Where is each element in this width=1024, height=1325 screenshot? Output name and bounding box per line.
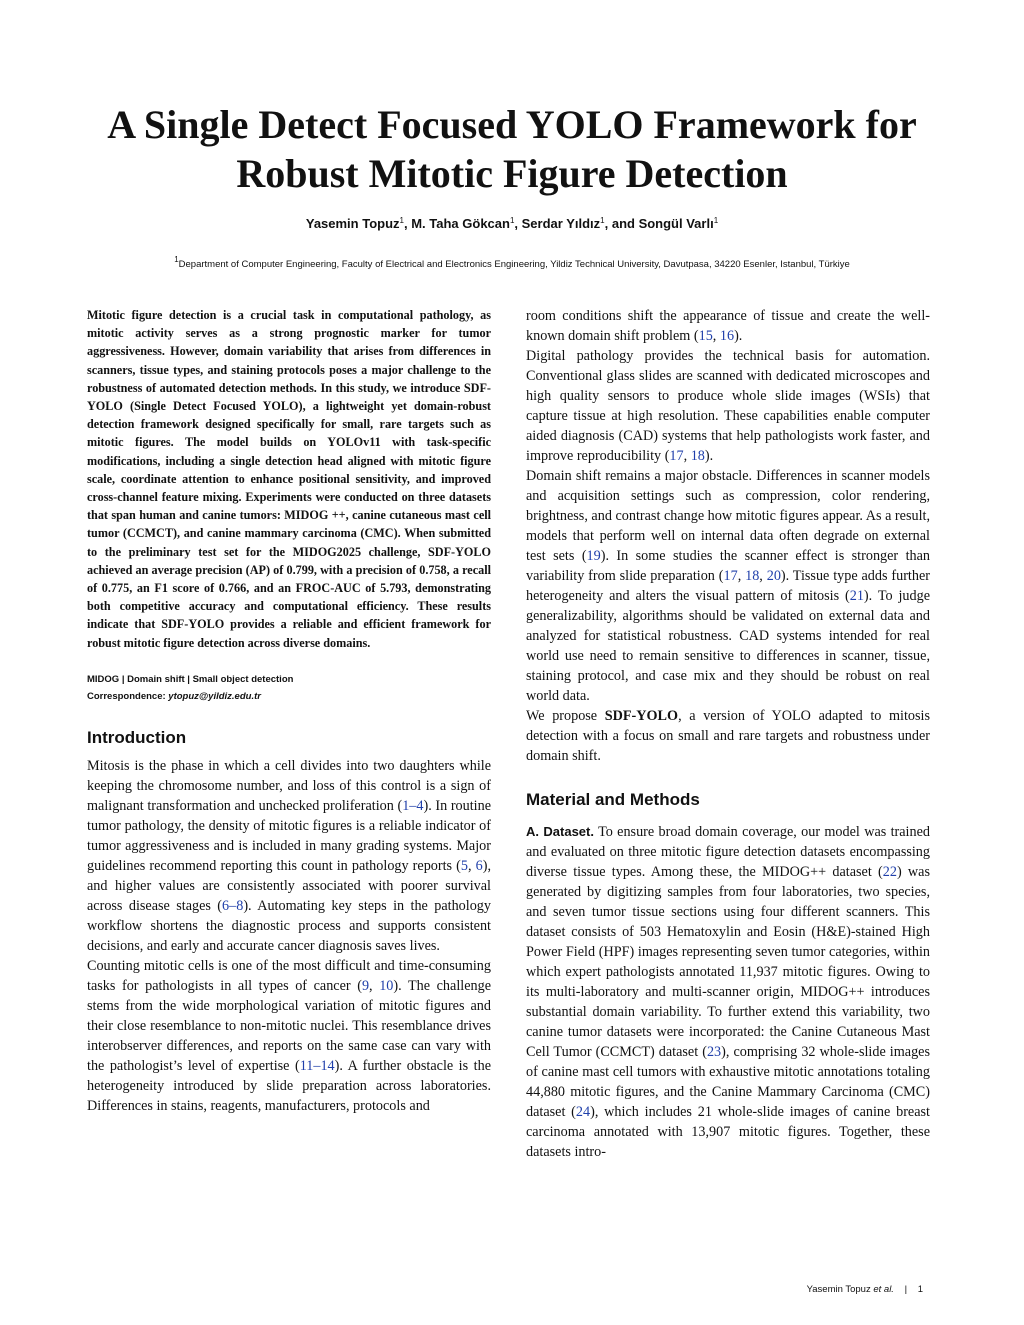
affiliation xyxy=(40,255,984,270)
author-separator: , and xyxy=(604,216,639,231)
abstract: Mitotic figure detection is a crucial task in computational pathology, as mitotic activity serves as a strong prognostic marker for tumor aggressiveness. However, domain variability that arises from differences in scanners, tissue types, and staining protocols poses a major challenge to the robustness of automated detection methods. In this study, we introduce SDF-YOLO (Single Detect Focused YOLO), a lightweight yet domain-robust detection framework designed specifically for small, rare targets such as mitotic figures. The model builds on YOLOv11 with task-specific modifications, including a single detection head aligned with mitotic figure scale, coordinate attention to enhance positional sensitivity, and improved cross-channel feature mixing. Experiments were conducted on three datasets that span human and canine tumors: MIDOG ++, canine cutaneous mast cell tumor (CCMCT), and canine mammary carcinoma (CMC). When submitted to the preliminary test set for the MIDOG2025 challenge, SDF-YOLO achieved an average precision (AP) of 0.799, with a precision of 0.758, a recall of 0.775, an F1 score of 0.766, and an FROC-AUC of 5.793, demonstrating both competitive accuracy and computational efficiency. These results indicate that SDF-YOLO provides a reliable and efficient framework for robust mitotic figure detection across diverse domains. xyxy=(87,308,491,650)
citation-link[interactable]: 11–14 xyxy=(299,1057,335,1074)
left-column xyxy=(87,306,491,1116)
paper-title xyxy=(40,100,984,198)
citation-link[interactable]: 1–4 xyxy=(402,797,424,814)
intro-paragraph-3: Digital pathology provides the technical basis for automation. Conventional glass slides are scanned with dedicated microscopes and high quality sensors to produce whole slide images (WSIs) that capture tissue at high resolution. These capabilities enable computer aided diagnosis (CAD) systems that help pathologists work faster, and improve reproducibility (17, 18). xyxy=(526,348,930,464)
correspondence-label: Correspondence: xyxy=(87,690,169,702)
citation-link[interactable]: 9 xyxy=(361,977,370,994)
introduction-heading: Introduction xyxy=(87,727,187,747)
intro-paragraph-1: Mitosis is the phase in which a cell divides into two daughters while keeping the chromosome number, and loss of this control is a sign of malignant transformation and unchecked proliferation (1–4). In routine tumor pathology, the density of mitotic figures is a reliable indicator of tumor aggressiveness and is included in many grading systems. Major guidelines recommend reporting this count in pathology reports (5, 6), and higher values are consistently associated with poorer survival across disease stages (6–8). Automating key steps in the pathology workflow shortens the diagnostic process and supports consistent decisions, and early and accurate cancer diagnosis saves lives. xyxy=(87,757,491,954)
citation-link[interactable]: 22 xyxy=(882,864,897,880)
affiliation-text: Department of Computer Engineering, Faculty of Electrical and Electronics Engineering, Yildiz Technical University, Davutpasa, 34220 Esenler, Istanbul, Türkiye xyxy=(178,259,850,270)
citation-link[interactable]: 17 xyxy=(723,568,738,584)
intro-paragraph-5: We propose SDF-YOLO, a version of YOLO adapted to mitosis detection with a focus on small and rare targets and robustness under domain shift. xyxy=(526,708,930,764)
author-affiliation-mark: 1 xyxy=(600,216,605,225)
author-affiliation-mark: 1 xyxy=(399,216,404,225)
footer-etal: et al. xyxy=(873,1284,894,1295)
citation-link[interactable]: 15 xyxy=(698,328,713,344)
citation-link[interactable]: 18 xyxy=(690,448,705,464)
citation-link[interactable]: 16 xyxy=(719,328,735,344)
citation-link[interactable]: 19 xyxy=(586,548,601,564)
title-line-1: A Single Detect Focused YOLO Framework for xyxy=(107,102,917,147)
author-separator: , xyxy=(514,216,522,231)
author-affiliation-mark: 1 xyxy=(509,216,515,225)
author-separator: , xyxy=(403,216,412,231)
page-footer xyxy=(807,1284,923,1295)
affiliation-number: 1 xyxy=(174,255,179,264)
intro-paragraph-2: Counting mitotic cells is one of the most difficult and time-consuming tasks for pathologists in all types of cancer (9, 10). The challenge stems from the wide morphological variation of mitotic figures and their close resemblance to non-mitotic nuclei. This resemblance drives interobserver differences, and reports on the same case can vary with the pathologist’s level of expertise (11–14). A further obstacle is the heterogeneity introduced by slide preparation across laboratories. Differences in stains, reagents, manufacturers, protocols and xyxy=(87,957,491,1114)
intro-paragraph-4: Domain shift remains a major obstacle. Differences in scanner models and acquisition settings such as compression, color rendering, brightness, and contrast change how mitotic figures appear. As a result, models that perform well on internal data often degrade on external test sets (19). In some studies the scanner effect is stronger than variability from slide preparation (17, 18, 20). Tissue type adds further heterogeneity and alters the visual pattern of mitosis (21). To judge generalizability, algorithms should be validated on external data and analyzed for statistical robustness. CAD systems intended for real world use need to remain sensitive to differences in scanner, tissue, staining protocol, and case mix and they should be robust on real world data. xyxy=(526,468,930,704)
author-name: Yasemin Topuz xyxy=(305,216,400,231)
citation-link[interactable]: 10 xyxy=(379,977,394,994)
page-number: 1 xyxy=(917,1284,923,1295)
author-name: Serdar Yıldız xyxy=(521,216,601,231)
correspondence xyxy=(87,691,491,702)
author-name: M. Taha Gökcan xyxy=(411,216,510,231)
author-name: Songül Varlı xyxy=(638,216,714,231)
author-list xyxy=(40,216,984,231)
citation-link[interactable]: 18 xyxy=(745,568,760,584)
title-line-2: Robust Mitotic Figure Detection xyxy=(236,151,788,196)
correspondence-email[interactable]: ytopuz@yildiz.edu.tr xyxy=(168,690,261,702)
citation-link[interactable]: 17 xyxy=(669,448,684,464)
bold-term: SDF-YOLO xyxy=(604,708,679,724)
footer-author: Yasemin Topuz xyxy=(806,1284,871,1295)
citation-link[interactable]: 21 xyxy=(849,588,864,604)
intro-paragraph-2-continued: room conditions shift the appearance of tissue and create the well-known domain shift problem (15, 16). xyxy=(526,308,930,344)
methods-heading: Material and Methods xyxy=(526,790,700,809)
dataset-subheading: A. Dataset. xyxy=(526,824,594,839)
dataset-paragraph: A. Dataset. To ensure broad domain coverage, our model was trained and evaluated on three mitotic figure detection datasets encompassing diverse tissue types. Among these, the MIDOG++ dataset (22) was generated by digitizing samples from four laboratories, two species, and seven tumor tissue sections using four different scanners. This dataset consists of 503 Hematoxylin and Eosin (H&E)-stained High Power Field (HPF) images representing seven tumor categories, within which expert pathologists annotated 11,937 mitotic figures. Owing to its multi-laboratory and multi-scanner origin, MIDOG++ introduces substantial domain variability. To further extend this variability, two canine tumor datasets were incorporated: the Canine Cutaneous Mast Cell Tumor (CCMCT) dataset (23), comprising 32 whole-slide images of canine mast cell tumors with exhaustive mitotic annotations totaling 44,880 mitotic figures, and the Canine Mammary Carcinoma (CMC) dataset (24), which includes 21 whole-slide images of canine breast carcinoma annotated with 13,907 mitotic figures. Together, these datasets intro- xyxy=(526,824,930,1160)
citation-link[interactable]: 24 xyxy=(575,1104,591,1120)
citation-link[interactable]: 20 xyxy=(766,568,781,584)
author-affiliation-mark: 1 xyxy=(713,216,719,225)
citation-link[interactable]: 5 xyxy=(460,857,468,874)
keywords: MIDOG | Domain shift | Small object detection xyxy=(87,673,294,685)
citation-link[interactable]: 23 xyxy=(706,1044,722,1060)
citation-link[interactable]: 6 xyxy=(475,857,483,874)
citation-link[interactable]: 6–8 xyxy=(222,897,244,914)
footer-separator: | xyxy=(904,1284,908,1295)
right-column xyxy=(526,306,930,1162)
